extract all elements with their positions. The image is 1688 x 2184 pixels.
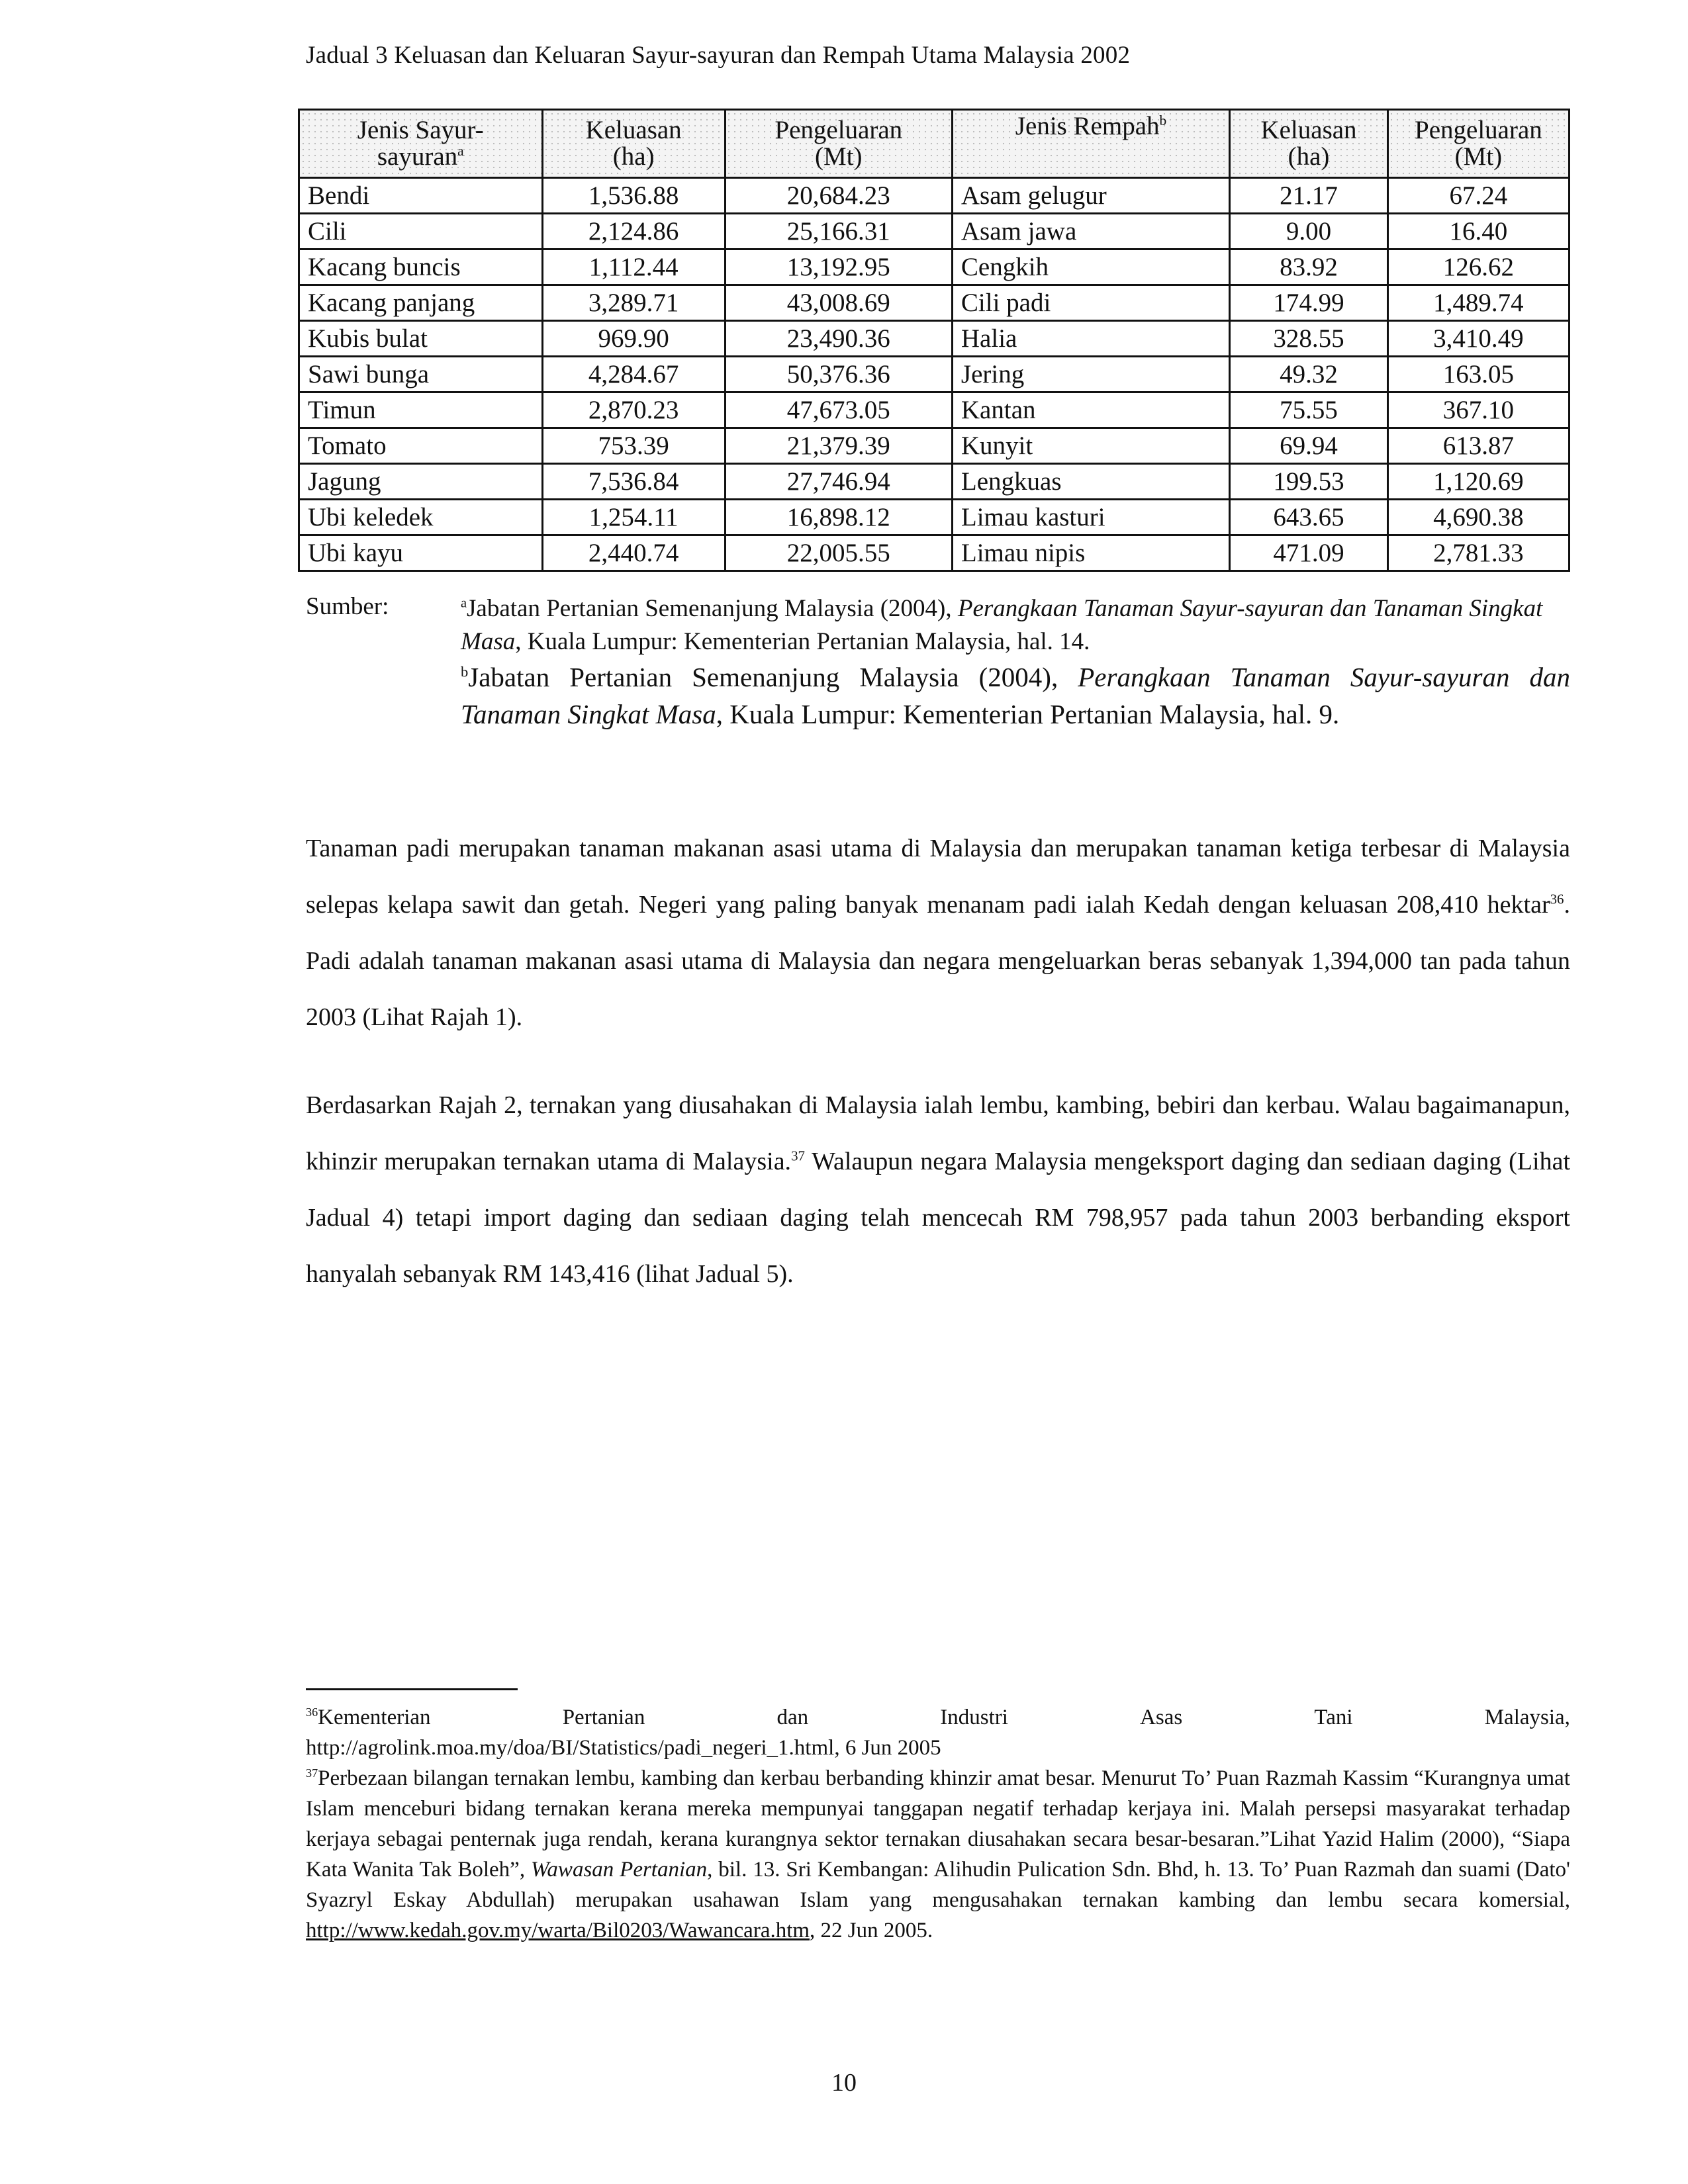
sayur-pengeluaran-cell: 21,379.39	[725, 428, 952, 464]
table-header-row	[299, 110, 1570, 178]
rempah-pengeluaran-cell: 163.05	[1387, 357, 1569, 392]
rempah-keluasan-cell: 83.92	[1230, 250, 1388, 285]
sayur-pengeluaran-cell: 25,166.31	[725, 214, 952, 250]
rempah-pengeluaran-cell: 3,410.49	[1387, 321, 1569, 357]
sayur-name-cell: Bendi	[299, 178, 543, 214]
table-row	[299, 250, 1570, 285]
sayur-keluasan-cell: 1,254.11	[542, 500, 725, 535]
sayur-pengeluaran-cell: 50,376.36	[725, 357, 952, 392]
sayur-keluasan-cell: 2,440.74	[542, 535, 725, 571]
sayur-keluasan-cell: 753.39	[542, 428, 725, 464]
sayur-name-cell: Timun	[299, 392, 543, 428]
sayur-keluasan-cell: 2,124.86	[542, 214, 725, 250]
table-title: Jadual 3 Keluasan dan Keluaran Sayur-sayuran dan Rempah Utama Malaysia 2002	[306, 42, 1131, 69]
rempah-keluasan-cell: 471.09	[1230, 535, 1388, 571]
sayur-name-cell: Tomato	[299, 428, 543, 464]
source-a: $^a$Jabatan Pertanian Semenanjung Malaysia (2004), Perangkaan Tanaman Sayur-sayuran dan Tanaman Singkat Masa, Kuala Lumpur: Kementerian Pertanian Malaysia, hal. 14.	[461, 595, 1543, 655]
table-row	[299, 428, 1570, 464]
sayur-name-cell: Cili	[299, 214, 543, 250]
sayur-keluasan-cell: 7,536.84	[542, 464, 725, 500]
sayur-name-cell: Jagung	[299, 464, 543, 500]
rempah-pengeluaran-cell: 126.62	[1387, 250, 1569, 285]
footnote-36-url: http://agrolink.moa.my/doa/BI/Statistics/padi_negeri_1.html, 6 Jun 2005	[306, 1736, 941, 1760]
sayur-name-cell: Kacang buncis	[299, 250, 543, 285]
rempah-pengeluaran-cell: 613.87	[1387, 428, 1569, 464]
rempah-keluasan-cell: 174.99	[1230, 285, 1388, 321]
sayur-pengeluaran-cell: 20,684.23	[725, 178, 952, 214]
table-row	[299, 214, 1570, 250]
sayur-pengeluaran-cell: 16,898.12	[725, 500, 952, 535]
table-row	[299, 178, 1570, 214]
paragraph-ternakan: Berdasarkan Rajah 2, ternakan yang diusahakan di Malaysia ialah lembu, kambing, bebiri dan kerbau. Walau bagaimanapun, khinzir merupakan ternakan utama di Malaysia.$^{37}$ Walaupun negara Malaysia mengeksport daging dan sediaan daging (Lihat Jadual 4) tetapi import daging dan sediaan daging telah mencecah RM 798,957 pada tahun 2003 berbanding eksport hanyalah sebanyak RM 143,416 (lihat Jadual 5).	[306, 1091, 1571, 1288]
rempah-name-cell: Halia	[952, 321, 1229, 357]
table-row	[299, 500, 1570, 535]
rempah-keluasan-cell: 9.00	[1230, 214, 1388, 250]
rempah-name-cell: Lengkuas	[952, 464, 1229, 500]
rempah-name-cell: Limau nipis	[952, 535, 1229, 571]
rempah-keluasan-cell: 643.65	[1230, 500, 1388, 535]
rempah-pengeluaran-cell: 367.10	[1387, 392, 1569, 428]
sayur-name-cell: Kubis bulat	[299, 321, 543, 357]
rempah-name-cell: Asam gelugur	[952, 178, 1229, 214]
sayur-name-cell: Ubi kayu	[299, 535, 543, 571]
rempah-pengeluaran-cell: 2,781.33	[1387, 535, 1569, 571]
source-b: $^b$Jabatan Pertanian Semenanjung Malaysia (2004), Perangkaan Tanaman Sayur-sayuran dan Tanaman Singkat Masa, Kuala Lumpur: Kementerian Pertanian Malaysia, hal. 9.	[461, 662, 1570, 729]
rempah-name-cell: Asam jawa	[952, 214, 1229, 250]
rempah-keluasan-cell: 69.94	[1230, 428, 1388, 464]
rempah-keluasan-cell: 328.55	[1230, 321, 1388, 357]
rempah-name-cell: Cengkih	[952, 250, 1229, 285]
footnotes	[306, 1702, 1570, 1946]
sayur-keluasan-cell: 969.90	[542, 321, 725, 357]
table-row	[299, 285, 1570, 321]
rempah-pengeluaran-cell: 16.40	[1387, 214, 1569, 250]
sayur-pengeluaran-cell: 23,490.36	[725, 321, 952, 357]
sayur-name-cell: Sawi bunga	[299, 357, 543, 392]
rempah-name-cell: Limau kasturi	[952, 500, 1229, 535]
rempah-pengeluaran-cell: 4,690.38	[1387, 500, 1569, 535]
header-keluasan-sayur: Keluasan (ha)	[542, 110, 725, 178]
rempah-name-cell: Kantan	[952, 392, 1229, 428]
rempah-pengeluaran-cell: 1,120.69	[1387, 464, 1569, 500]
sayur-pengeluaran-cell: 13,192.95	[725, 250, 952, 285]
sayur-pengeluaran-cell: 22,005.55	[725, 535, 952, 571]
footnote-separator	[306, 1688, 518, 1690]
rempah-keluasan-cell: 21.17	[1230, 178, 1388, 214]
sayur-keluasan-cell: 3,289.71	[542, 285, 725, 321]
header-jenis-rempah: Jenis Rempah$^b$	[952, 110, 1229, 178]
header-pengeluaran-rempah: Pengeluaran (Mt)	[1387, 110, 1569, 178]
sources-label: Sumber:	[306, 593, 389, 620]
table-sources	[306, 592, 1570, 733]
sayur-keluasan-cell: 4,284.67	[542, 357, 725, 392]
rempah-name-cell: Kunyit	[952, 428, 1229, 464]
table-row	[299, 357, 1570, 392]
rempah-pengeluaran-cell: 1,489.74	[1387, 285, 1569, 321]
footnote-36: $^{36}$Kementerian Pertanian dan Industri Asas Tani Malaysia, http://agrolink.moa.my/doa/BI/Statistics/padi_negeri_1.html, 6 Jun 2005	[306, 1702, 1570, 1763]
vegetable-spice-table	[298, 109, 1570, 572]
header-keluasan-rempah: Keluasan (ha)	[1230, 110, 1388, 178]
sayur-pengeluaran-cell: 47,673.05	[725, 392, 952, 428]
rempah-name-cell: Jering	[952, 357, 1229, 392]
sayur-name-cell: Ubi keledek	[299, 500, 543, 535]
rempah-pengeluaran-cell: 67.24	[1387, 178, 1569, 214]
rempah-keluasan-cell: 75.55	[1230, 392, 1388, 428]
footnote-37-link[interactable]: http://www.kedah.gov.my/warta/Bil0203/Wawancara.htm	[306, 1919, 810, 1942]
header-jenis-sayur: Jenis Sayur- sayuran$^a$	[299, 110, 543, 178]
sayur-pengeluaran-cell: 27,746.94	[725, 464, 952, 500]
rempah-keluasan-cell: 199.53	[1230, 464, 1388, 500]
sayur-name-cell: Kacang panjang	[299, 285, 543, 321]
footnote-ref-37[interactable]: 37	[791, 1148, 805, 1164]
table-row	[299, 321, 1570, 357]
sayur-keluasan-cell: 2,870.23	[542, 392, 725, 428]
table-row	[299, 392, 1570, 428]
rempah-keluasan-cell: 49.32	[1230, 357, 1388, 392]
paragraph-padi: Tanaman padi merupakan tanaman makanan asasi utama di Malaysia dan merupakan tanaman ketiga terbesar di Malaysia selepas kelapa sawit dan getah. Negeri yang paling banyak menanam padi ialah Kedah dengan keluasan 208,410 hektar$^{36}$. Padi adalah tanaman makanan asasi utama di Malaysia dan negara mengeluarkan beras sebanyak 1,394,000 tan pada tahun 2003 (Lihat Rajah 1).	[306, 835, 1570, 1031]
footnote-ref-36[interactable]: 36	[1550, 891, 1564, 907]
sayur-pengeluaran-cell: 43,008.69	[725, 285, 952, 321]
table-row	[299, 535, 1570, 571]
header-pengeluaran-sayur: Pengeluaran (Mt)	[725, 110, 952, 178]
rempah-name-cell: Cili padi	[952, 285, 1229, 321]
page-number: 10	[831, 2069, 857, 2097]
sayur-keluasan-cell: 1,536.88	[542, 178, 725, 214]
footnote-37: $^{37}$Perbezaan bilangan ternakan lembu, kambing dan kerbau berbanding khinzir amat besar. Menurut To’ Puan Razmah Kassim “Kurangnya umat Islam menceburi bidang ternakan kerana mereka mempunyai tanggapan negatif terhadap kerjaya ini. Malah persepsi masyarakat terhadap kerjaya sebagai penternak juga rendah, kerana kurangnya sektor ternakan diusahakan secara besar-besaran.”Lihat Yazid Halim (2000), “Siapa Kata Wanita Tak Boleh”, Wawasan Pertanian, bil. 13. Sri Kembangan: Alihudin Pulication Sdn. Bhd, h. 13. To’ Puan Razmah dan suami (Dato' Syazryl Eskay Abdullah) merupakan usahawan Islam yang mengusahakan ternakan kambing dan lembu secara komersial, http://www.kedah.gov.my/warta/Bil0203/Wawancara.htm, 22 Jun 2005.	[306, 1766, 1570, 1942]
sayur-keluasan-cell: 1,112.44	[542, 250, 725, 285]
table-row	[299, 464, 1570, 500]
